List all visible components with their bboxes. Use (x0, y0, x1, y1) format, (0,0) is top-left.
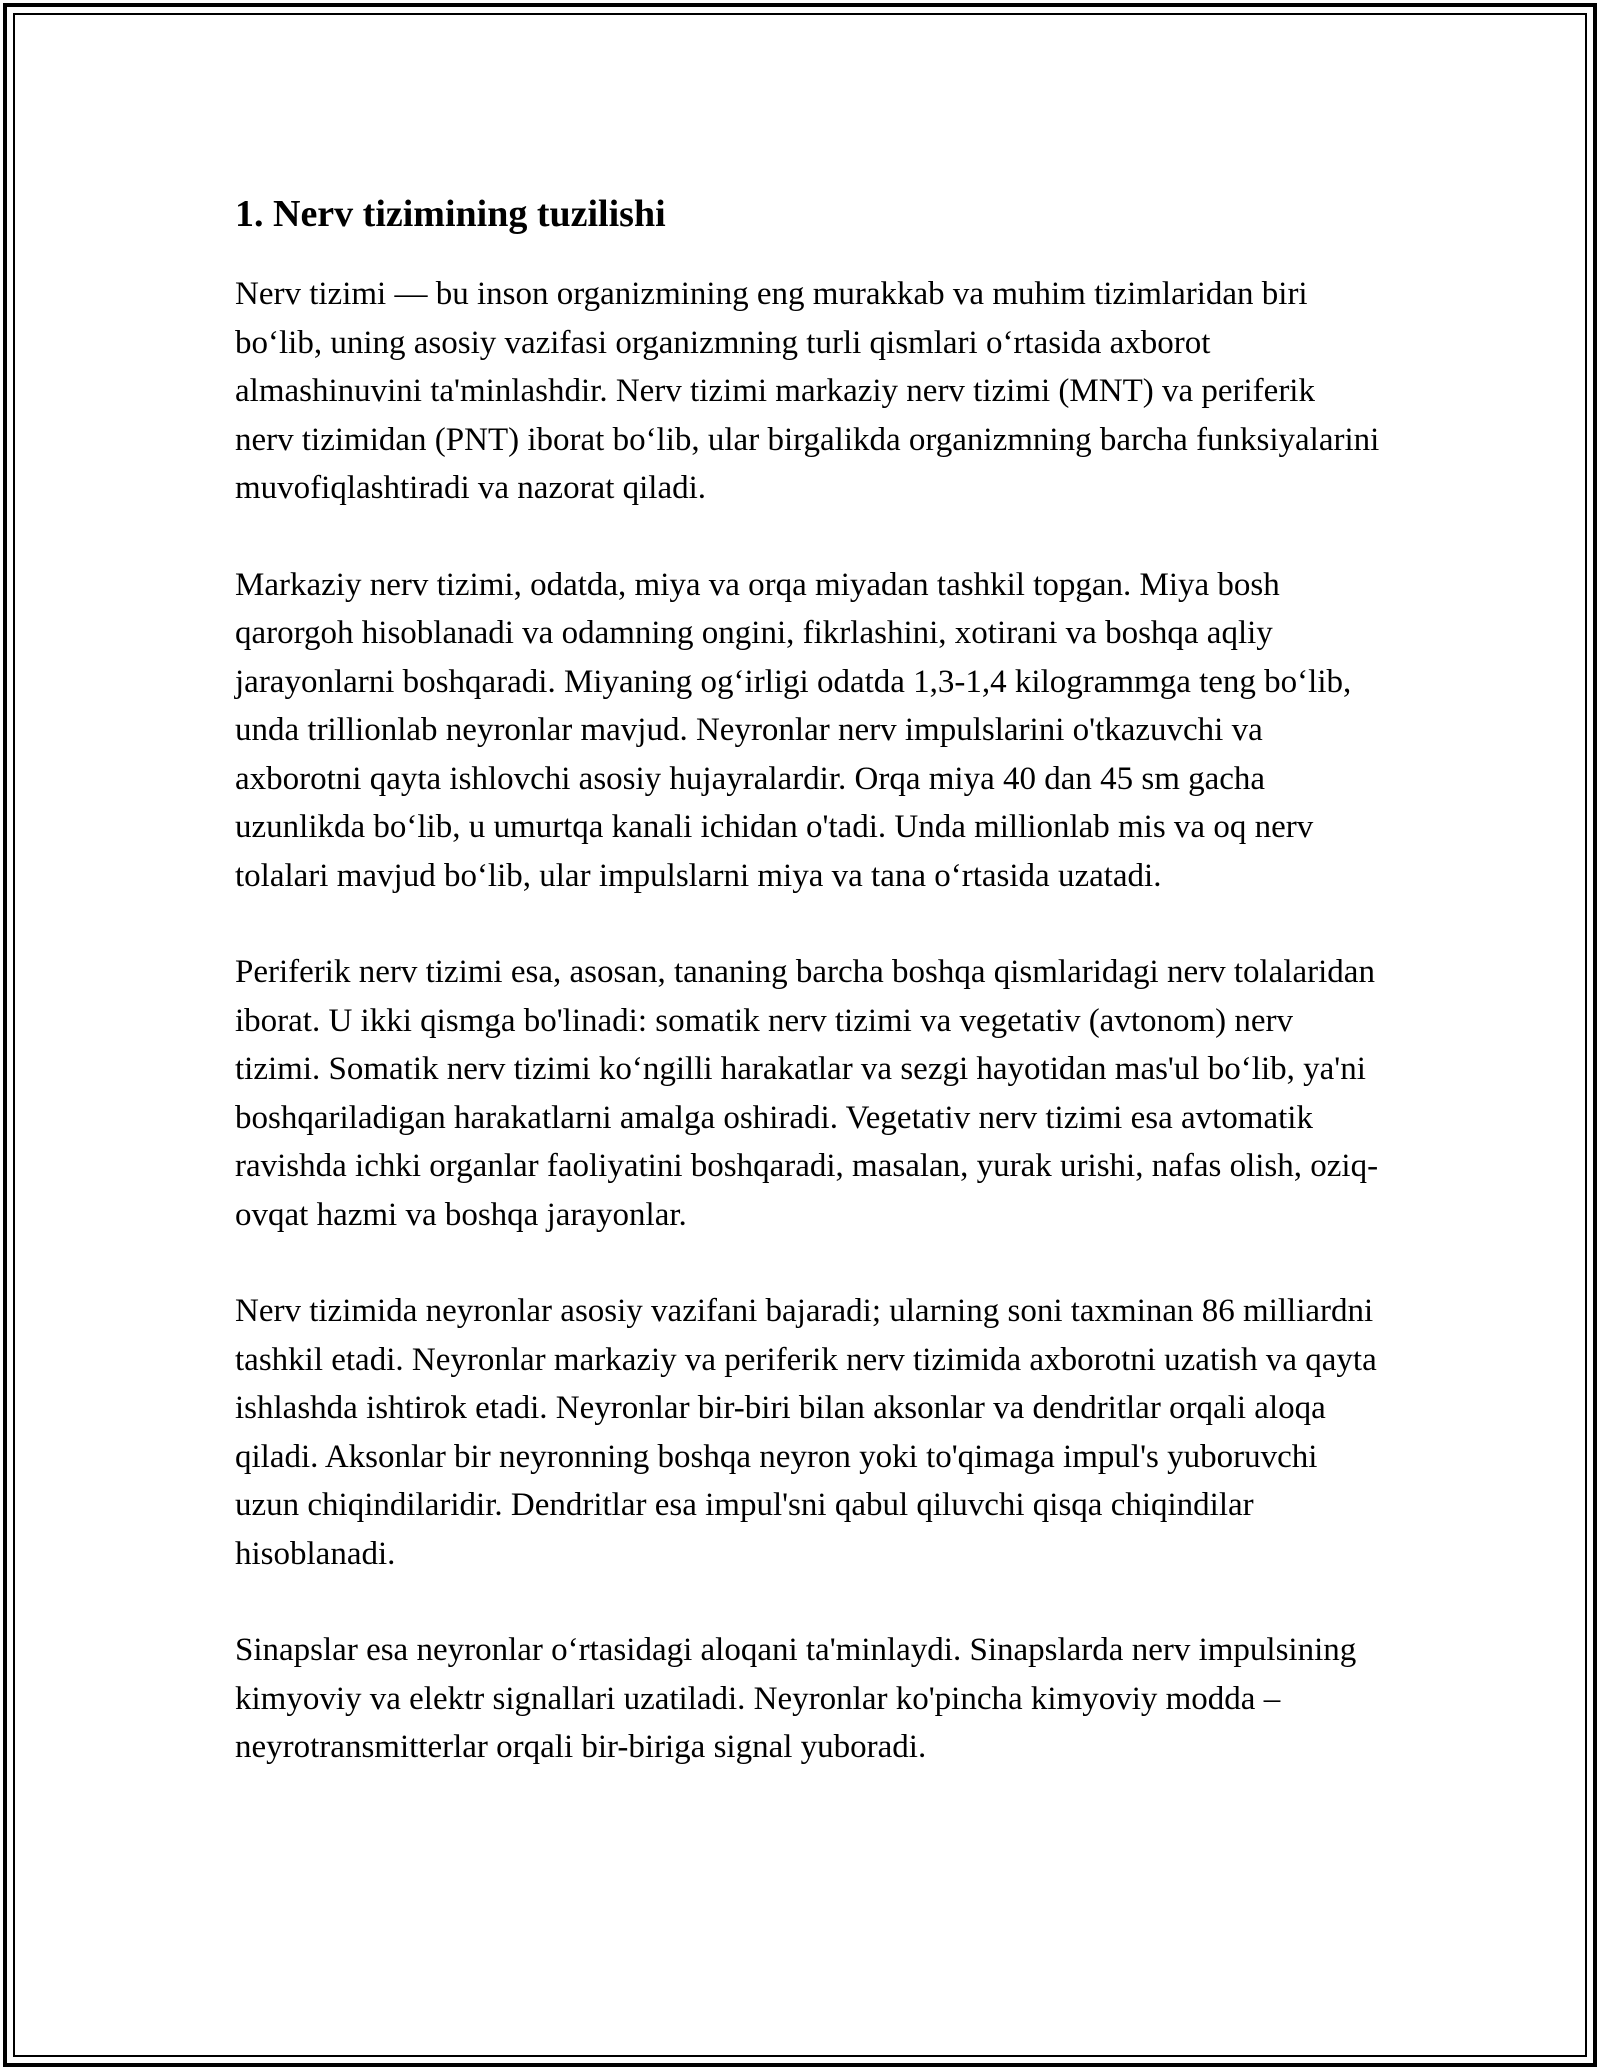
paragraph-5: Sinapslar esa neyronlar o‘rtasidagi aloqani ta'minlaydi. Sinapslarda nerv impulsining kimyoviy va elektr signallari uzatiladi. Neyronlar ko'pincha kimyoviy modda – neyrotransmitterlar orqali bir-biriga signal yuboradi. (235, 1632, 1357, 1765)
paragraph-2: Markaziy nerv tizimi, odatda, miya va orqa miyadan tashkil topgan. Miya bosh qarorgoh hisoblanadi va odamning ongini, fikrlashini, xotirani va boshqa aqliy jarayonlarni boshqaradi. Miyaning og‘irligi odatda 1,3-1,4 kilogrammga teng bo‘lib, unda trillionlab neyronlar mavjud. Neyronlar nerv impulslarini o'tkazuvchi va axborotni qayta ishlovchi asosiy hujayralardir. Orqa miya 40 dan 45 sm gacha uzunlikda bo‘lib, u umurtqa kanali ichidan o'tadi. Unda millionlab mis va oq nerv tolalari mavjud bo‘lib, ular impulslarni miya va tana o‘rtasida uzatadi. (235, 566, 1352, 894)
paragraph-3: Periferik nerv tizimi esa, asosan, tananing barcha boshqa qismlaridagi nerv tolalaridan iborat. U ikki qismga bo'linadi: somatik nerv tizimi va vegetativ (avtonom) nerv tizimi. Somatik nerv tizimi ko‘ngilli harakatlar va sezgi hayotidan mas'ul bo‘lib, ya'ni boshqariladigan harakatlarni amalga oshiradi. Vegetativ nerv tizimi esa avtomatik ravishda ichki organlar faoliyatini boshqaradi, masalan, yurak urishi, nafas olish, oziq-ovqat hazmi va boshqa jarayonlar. (235, 954, 1379, 1233)
section-heading: 1. Nerv tizimining tuzilishi (235, 193, 666, 235)
paragraph-1: Nerv tizimi — bu inson organizmining eng murakkab va muhim tizimlaridan biri bo‘lib, uning asosiy vazifasi organizmning turli qismlari o‘rtasida axborot almashinuvini ta'minlashdir. Nerv tizimi markaziy nerv tizimi (MNT) va periferik nerv tizimidan (PNT) iborat bo‘lib, ular birgalikda organizmning barcha funksiyalarini muvofiqlashtiradi va nazorat qiladi. (235, 276, 1380, 506)
paragraph-4: Nerv tizimida neyronlar asosiy vazifani bajaradi; ularning soni taxminan 86 milliardni tashkil etadi. Neyronlar markaziy va periferik nerv tizimida axborotni uzatish va qayta ishlashda ishtirok etadi. Neyronlar bir-biri bilan aksonlar va dendritlar orqali aloqa qiladi. Aksonlar bir neyronning boshqa neyron yoki to'qimaga impul's yuboruvchi uzun chiqindilaridir. Dendritlar esa impul'sni qabul qiluvchi qisqa chiqindilar hisoblanadi. (235, 1293, 1377, 1572)
document-body (235, 188, 1380, 1820)
